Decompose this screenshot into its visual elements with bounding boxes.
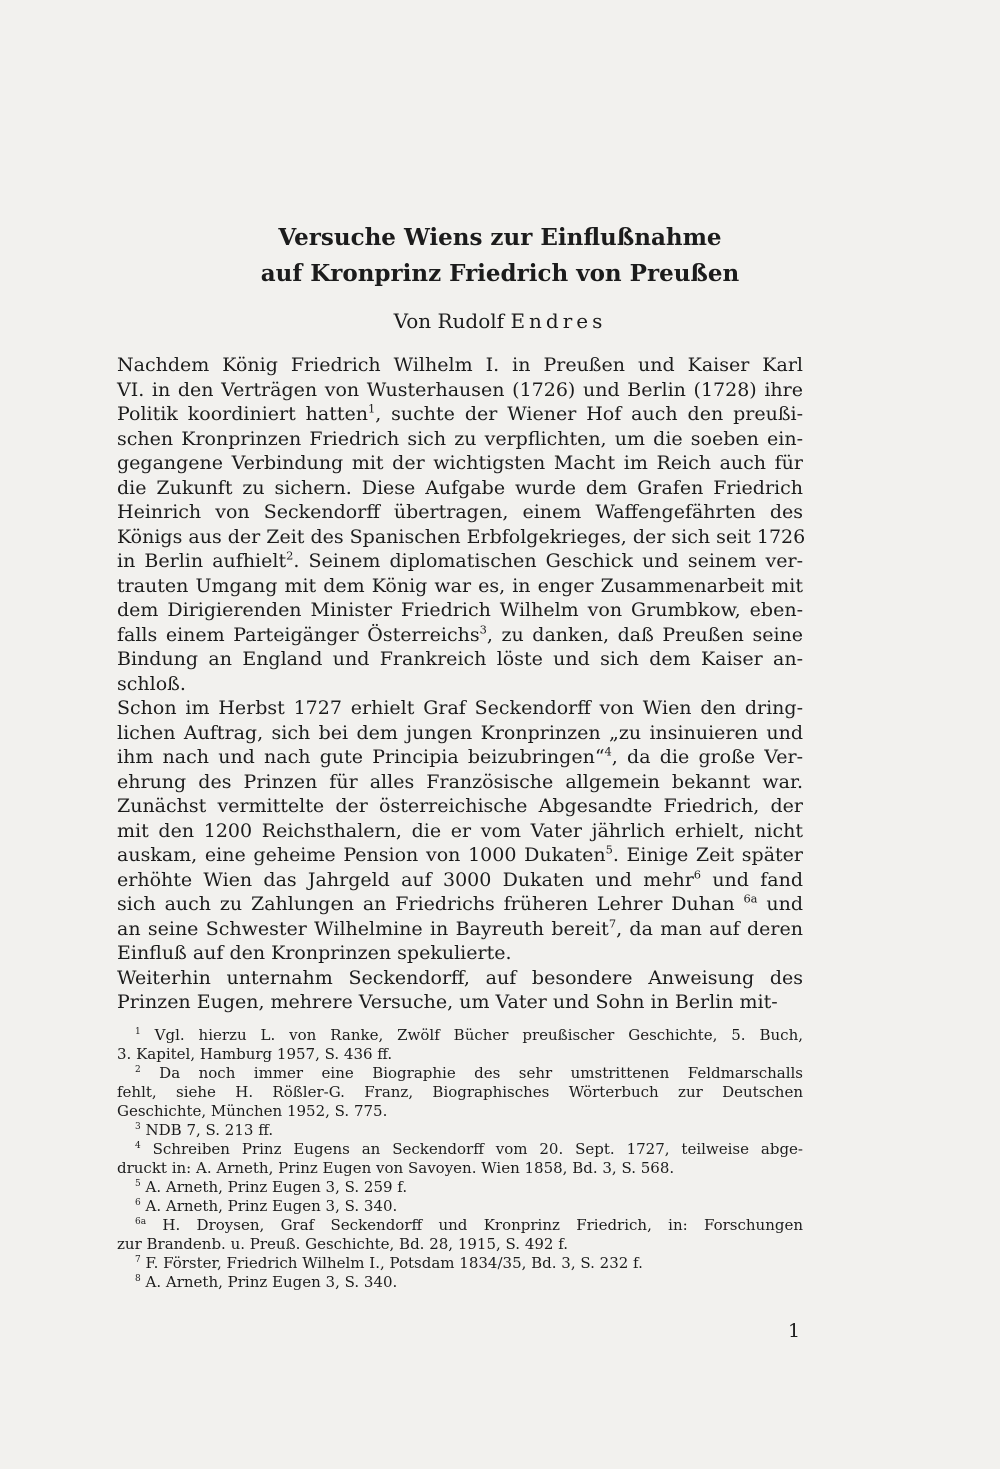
footnote-line: 3. Kapitel, Hamburg 1957, S. 436 ff. bbox=[117, 1045, 393, 1063]
body-line: Schon im Herbst 1727 erhielt Graf Seckendorff von Wien den dring- bbox=[117, 697, 803, 719]
body-line: an seine Schwester Wilhelmine in Bayreuth bereit$^7$, da man auf deren bbox=[117, 916, 803, 940]
footnote-mark: 7 bbox=[135, 1255, 141, 1265]
body-line: in Berlin aufhielt$^2$. Seinem diplomatischen Geschick und seinem ver- bbox=[117, 548, 803, 572]
footnote-mark: 6a bbox=[135, 1217, 147, 1227]
footnote-ref: 1 bbox=[367, 401, 376, 416]
footnote-ref: 6a bbox=[743, 891, 758, 906]
footnote-mark: 8 bbox=[135, 1274, 141, 1284]
body-line: gegangene Verbindung mit der wichtigsten Macht im Reich auch für bbox=[117, 452, 803, 474]
footnote-ref: 3 bbox=[479, 622, 487, 637]
footnote-line: $^7$ F. Förster, Friedrich Wilhelm I., Potsdam 1834/35, Bd. 3, S. 232 f. bbox=[135, 1254, 643, 1272]
body-line: mit den 1200 Reichsthalern, die er vom Vater jährlich erhielt, nicht bbox=[117, 819, 803, 842]
body-line: sich auch zu Zahlungen an Friedrichs früheren Lehrer Duhan $^{6a}$ und bbox=[117, 891, 803, 915]
footnote-ref: 6 bbox=[693, 867, 702, 882]
body-line: dem Dirigierenden Minister Friedrich Wilhelm von Grumbkow, eben- bbox=[117, 599, 803, 621]
footnote-mark: 3 bbox=[135, 1122, 141, 1132]
body-line: Einfluß auf den Kronprinzen spekulierte. bbox=[117, 942, 512, 964]
footnote-line: $^5$ A. Arneth, Prinz Eugen 3, S. 259 f. bbox=[135, 1178, 408, 1196]
body-line: ihm nach und nach gute Principia beizubringen“$^4$, da die große Ver- bbox=[117, 744, 803, 768]
body-line: Zunächst vermittelte der österreichische Abgesandte Friedrich, der bbox=[117, 795, 803, 817]
body-line: Politik koordiniert hatten$^1$, suchte der Wiener Hof auch den preußi- bbox=[117, 401, 804, 425]
footnote-mark: 2 bbox=[135, 1065, 141, 1075]
body-line: ehrung des Prinzen für alles Französische allgemein bekannt war. bbox=[117, 770, 803, 793]
page-number: 1 bbox=[788, 1320, 801, 1342]
body-line: Bindung an England und Frankreich löste und sich dem Kaiser an- bbox=[117, 648, 803, 670]
footnote-ref: 4 bbox=[604, 744, 612, 759]
body-line: lichen Auftrag, sich bei dem jungen Kronprinzen „zu insinuieren und bbox=[117, 721, 803, 744]
footnote-line: $^{6a}$ H. Droysen, Graf Seckendorff und Kronprinz Friedrich, in: Forschungen bbox=[135, 1216, 803, 1234]
footnote-line: $^3$ NDB 7, S. 213 ff. bbox=[135, 1121, 274, 1139]
body-line: auskam, eine geheime Pension von 1000 Dukaten$^5$. Einige Zeit später bbox=[117, 842, 803, 866]
footnote-line: $^8$ A. Arneth, Prinz Eugen 3, S. 340. bbox=[135, 1273, 398, 1291]
footnote-line: druckt in: A. Arneth, Prinz Eugen von Savoyen. Wien 1858, Bd. 3, S. 568. bbox=[117, 1159, 675, 1177]
body-line: Nachdem König Friedrich Wilhelm I. in Preußen und Kaiser Karl bbox=[117, 354, 803, 376]
footnote-mark: 5 bbox=[135, 1179, 141, 1189]
footnote-line: $^6$ A. Arneth, Prinz Eugen 3, S. 340. bbox=[135, 1197, 398, 1215]
footnote-ref: 5 bbox=[605, 842, 613, 857]
footnote-mark: 4 bbox=[135, 1141, 141, 1151]
title-line-1: Versuche Wiens zur Einflußnahme bbox=[278, 224, 722, 251]
body-line: die Zukunft zu sichern. Diese Aufgabe wurde dem Grafen Friedrich bbox=[117, 476, 803, 499]
footnote-line: fehlt, siehe H. Rößler-G. Franz, Biographisches Wörterbuch zur Deutschen bbox=[117, 1083, 803, 1101]
footnote-line: $^4$ Schreiben Prinz Eugens an Seckendorff vom 20. Sept. 1727, teilweise abge- bbox=[135, 1140, 803, 1158]
body-line: Königs aus der Zeit des Spanischen Erbfolgekrieges, der sich seit 1726 bbox=[117, 525, 806, 548]
body-line: VI. in den Verträgen von Wusterhausen (1726) und Berlin (1728) ihre bbox=[117, 378, 803, 401]
body-line: schloß. bbox=[117, 672, 186, 695]
footnotes bbox=[117, 1026, 803, 1292]
footnote-mark: 6 bbox=[135, 1198, 141, 1208]
article-title bbox=[0, 220, 1000, 292]
body-line: erhöhte Wien das Jahrgeld auf 3000 Dukaten und mehr$^6$ und fand bbox=[117, 867, 803, 891]
author-prefix: Von Rudolf bbox=[393, 309, 505, 333]
footnote-ref: 7 bbox=[608, 916, 617, 931]
footnote-ref: 2 bbox=[286, 548, 294, 563]
body-line: trauten Umgang mit dem König war es, in enger Zusammenarbeit mit bbox=[117, 574, 803, 597]
body-line: Heinrich von Seckendorff übertragen, einem Waffengefährten des bbox=[117, 501, 803, 523]
footnote-mark: 1 bbox=[135, 1027, 141, 1037]
body-line: Weiterhin unternahm Seckendorff, auf besondere Anweisung des bbox=[117, 966, 803, 989]
body-line: schen Kronprinzen Friedrich sich zu verpflichten, um die soeben ein- bbox=[117, 427, 803, 450]
footnote-line: Geschichte, München 1952, S. 775. bbox=[117, 1102, 388, 1120]
footnote-line: $^1$ Vgl. hierzu L. von Ranke, Zwölf Bücher preußischer Geschichte, 5. Buch, bbox=[135, 1026, 803, 1044]
body-line: Prinzen Eugen, mehrere Versuche, um Vater und Sohn in Berlin mit- bbox=[117, 991, 778, 1013]
body-line: falls einem Parteigänger Österreichs$^3$, zu danken, daß Preußen seine bbox=[117, 622, 804, 646]
footnote-line: $^2$ Da noch immer eine Biographie des sehr umstrittenen Feldmarschalls bbox=[135, 1064, 803, 1082]
body-text bbox=[117, 353, 806, 1015]
title-line-2: auf Kronprinz Friedrich von Preußen bbox=[260, 260, 740, 287]
author-surname: Endres bbox=[510, 309, 607, 333]
footnote-line: zur Brandenb. u. Preuß. Geschichte, Bd. 28, 1915, S. 492 f. bbox=[117, 1235, 569, 1253]
author-byline bbox=[0, 306, 1000, 336]
